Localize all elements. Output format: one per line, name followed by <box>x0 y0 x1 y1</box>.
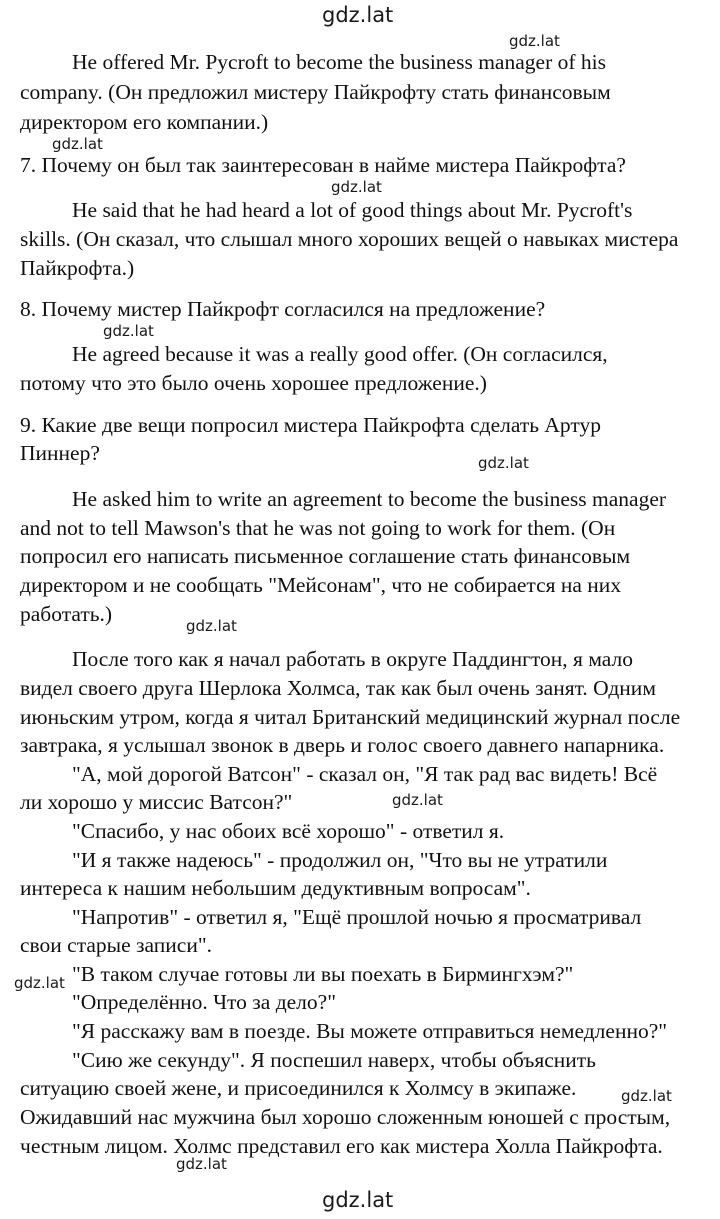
text-line: "В таком случае готовы ли вы поехать в Бирмингхэм?" <box>72 962 574 986</box>
question-7: 7. Почему он был так заинтересован в найме мистера Пайкрофта? <box>20 153 626 177</box>
text-line: He said that he had heard a lot of good things about Mr. Pycroft's <box>72 198 633 222</box>
watermark: gdz.lat <box>103 322 154 340</box>
text-line: "Я расскажу вам в поезде. Вы можете отправиться немедленно?" <box>72 1019 668 1043</box>
text-line: He offered Mr. Pycroft to become the business manager of his <box>72 50 606 74</box>
text-line: июньским утром, когда я читал Британский медицинский журнал после <box>20 705 681 729</box>
text-line: "Спасибо, у нас обоих всё хорошо" - ответил я. <box>72 819 505 843</box>
text-line: "Сию же секунду". Я поспешил наверх, чтобы объяснить <box>72 1048 596 1072</box>
text-line: and not to tell Mawson's that he was not going to work for them. (Он <box>20 516 616 540</box>
watermark: gdz.lat <box>478 454 529 472</box>
text-line: Пиннер? <box>20 441 100 465</box>
watermark: gdz.lat <box>509 32 560 50</box>
text-line: "И я также надеюсь" - продолжил он, "Что вы не утратили <box>72 848 608 872</box>
text-line: директором и не сообщать "Мейсонам", что не собирается на них <box>20 573 622 597</box>
text-line: директором его компании.) <box>20 110 269 134</box>
text-line: "Определённо. Что за дело?" <box>72 990 336 1014</box>
text-line: После того как я начал работать в округе Паддингтон, я мало <box>72 647 633 671</box>
text-line: попросил его написать письменное соглашение стать финансовым <box>20 544 631 568</box>
text-line: Ожидавший нас мужчина был хорошо сложенным юношей с простым, <box>20 1105 671 1129</box>
question-8: 8. Почему мистер Пайкрофт согласился на предложение? <box>20 297 546 321</box>
watermark: gdz.lat <box>176 1155 227 1173</box>
question-9: 9. Какие две вещи попросил мистера Пайкрофта сделать Артур <box>20 413 602 437</box>
watermark: gdz.lat <box>331 178 382 196</box>
text-line: свои старые записи". <box>20 933 212 957</box>
watermark: gdz.lat <box>392 791 443 809</box>
watermark-bottom: gdz.lat <box>322 1188 394 1212</box>
watermark-top: gdz.lat <box>322 3 394 27</box>
text-line: "Напротив" - ответил я, "Ещё прошлой ночью я просматривал <box>72 905 642 929</box>
text-line: "А, мой дорогой Ватсон" - сказал он, "Я так рад вас видеть! Всё <box>72 762 658 786</box>
text-line: работать.) <box>20 602 113 626</box>
text-line: He asked him to write an agreement to become the business manager <box>72 487 667 511</box>
text-line: Пайкрофта.) <box>20 256 135 280</box>
watermark: gdz.lat <box>186 617 237 635</box>
text-line: ситуацию своей жене, и присоединился к Холмсу в экипаже. <box>20 1076 577 1100</box>
text-line: интереса к нашим небольшим дедуктивным вопросам". <box>20 876 531 900</box>
text-line: честным лицом. Холмс представил его как мистера Холла Пайкрофта. <box>20 1134 663 1158</box>
watermark: gdz.lat <box>621 1087 672 1105</box>
text-line: company. (Он предложил мистеру Пайкрофту стать финансовым <box>20 80 611 104</box>
text-line: ли хорошо у миссис Ватсон?" <box>20 790 293 814</box>
text-line: потому что это было очень хорошее предложение.) <box>20 371 487 395</box>
text-line: He agreed because it was a really good offer. (Он согласился, <box>72 342 608 366</box>
watermark: gdz.lat <box>14 974 65 992</box>
text-line: видел своего друга Шерлока Холмса, так как был очень занят. Одним <box>20 676 656 700</box>
text-line: skills. (Он сказал, что слышал много хороших вещей о навыках мистера <box>20 227 679 251</box>
text-line: завтрака, я услышал звонок в дверь и голос своего давнего напарника. <box>20 733 665 757</box>
watermark: gdz.lat <box>52 135 103 153</box>
